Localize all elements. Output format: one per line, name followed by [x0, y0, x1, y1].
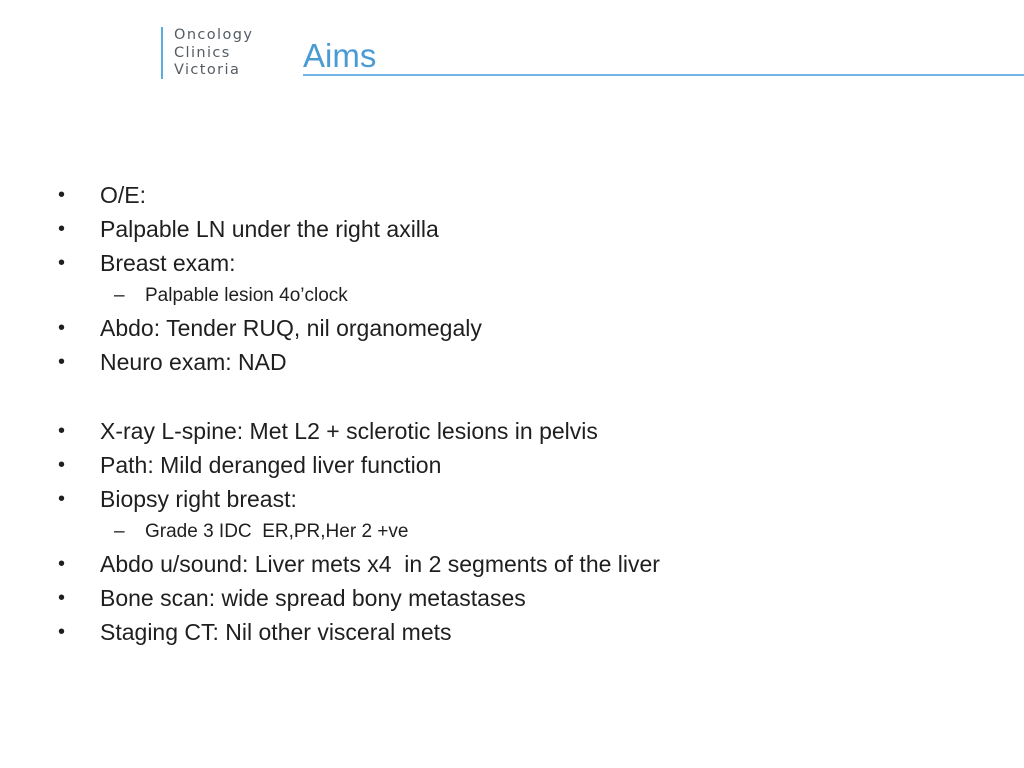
sub-bullet-item	[0, 280, 1024, 311]
logo-line: Clinics	[174, 44, 231, 61]
bullet-marker: •	[58, 351, 66, 373]
bullet-list	[0, 178, 1024, 649]
bullet-marker: •	[58, 621, 66, 643]
oncology-clinics-victoria-logo	[161, 27, 253, 79]
sub-bullet-item	[0, 516, 1024, 547]
logo-line: Oncology	[174, 27, 254, 43]
bullet-item	[0, 615, 1024, 649]
bullet-text: Bone scan: wide spread bony metastases	[100, 585, 526, 611]
bullet-text: Neuro exam: NAD	[100, 349, 287, 375]
title-underline	[303, 74, 1024, 76]
bullet-item	[0, 547, 1024, 581]
bullet-item	[0, 178, 1024, 212]
bullet-marker: •	[58, 252, 66, 274]
bullet-marker: •	[58, 420, 66, 442]
bullet-text: Abdo u/sound: Liver mets x4 in 2 segments of the liver	[100, 551, 660, 577]
sub-bullet-marker: –	[114, 521, 125, 542]
sub-bullet-marker: –	[114, 285, 125, 306]
bullet-marker: •	[58, 184, 66, 206]
bullet-item	[0, 311, 1024, 345]
sub-bullet-text: Palpable lesion 4o’clock	[145, 285, 348, 306]
bullet-text: Palpable LN under the right axilla	[100, 216, 439, 242]
sub-bullet-text: Grade 3 IDC ER,PR,Her 2 +ve	[145, 521, 409, 542]
bullet-item	[0, 581, 1024, 615]
slide-title: Aims	[303, 37, 377, 74]
bullet-item	[0, 345, 1024, 379]
bullet-item	[0, 482, 1024, 516]
bullet-item	[0, 414, 1024, 448]
bullet-marker: •	[58, 454, 66, 476]
bullet-text: Biopsy right breast:	[100, 486, 297, 512]
bullet-item	[0, 448, 1024, 482]
bullet-text: Staging CT: Nil other visceral mets	[100, 619, 452, 645]
bullet-text: X-ray L-spine: Met L2 + sclerotic lesions in pelvis	[100, 418, 598, 444]
bullet-text: Path: Mild deranged liver function	[100, 452, 442, 478]
bullet-marker: •	[58, 488, 66, 510]
bullet-text: Abdo: Tender RUQ, nil organomegaly	[100, 315, 482, 341]
bullet-marker: •	[58, 553, 66, 575]
bullet-marker: •	[58, 317, 66, 339]
list-spacer	[0, 379, 1024, 414]
bullet-text: O/E:	[100, 182, 147, 208]
logo-line: Victoria	[174, 62, 241, 78]
bullet-marker: •	[58, 218, 66, 240]
bullet-item	[0, 212, 1024, 246]
bullet-item	[0, 246, 1024, 280]
bullet-text: Breast exam:	[100, 250, 236, 276]
bullet-marker: •	[58, 587, 66, 609]
